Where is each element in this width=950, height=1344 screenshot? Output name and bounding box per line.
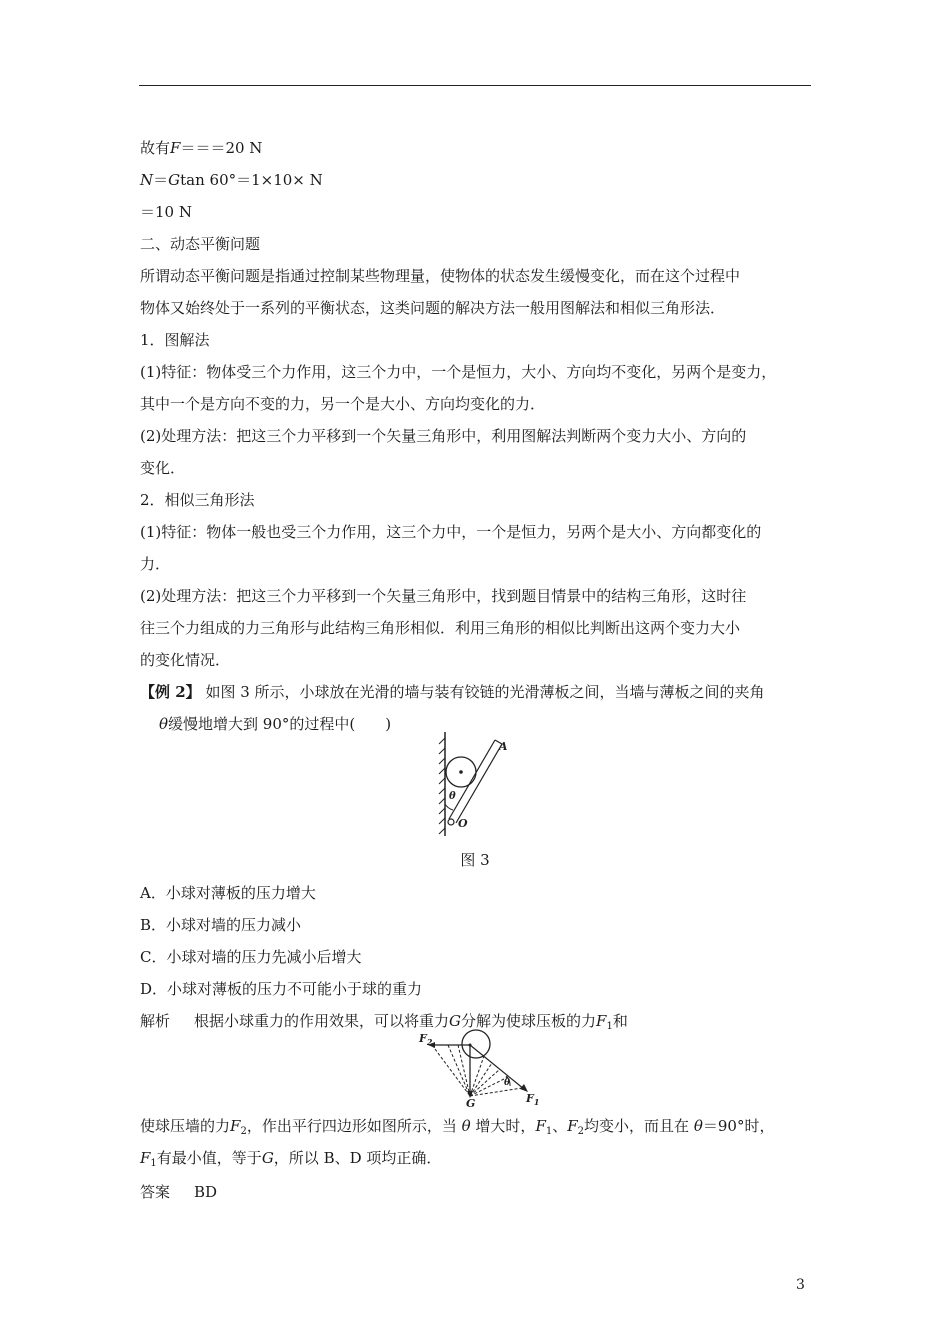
- figure-label-theta: θ: [449, 791, 456, 802]
- paragraph-line: (2)处理方法：把这三个力平移到一个矢量三角形中，利用图解法判断两个变力大小、方向的: [140, 427, 747, 445]
- diagram-label-f1: F: [526, 1092, 534, 1105]
- page-number: 3: [796, 1277, 805, 1293]
- figure-label-a: A: [499, 740, 508, 753]
- paragraph-line: 往三个力组成的力三角形与此结构三角形相似．利用三角形的相似比判断出这两个变力大小: [140, 619, 741, 637]
- analysis-line-1: 解析 根据小球重力的作用效果，可以将重力G分解为使球压板的力$F_1$和: [140, 1012, 628, 1032]
- figure-label-o: O: [458, 817, 468, 830]
- paragraph-line: 其中一个是方向不变的力，另一个是大小、方向均变化的力．: [140, 395, 546, 413]
- paragraph-line: 变化．: [140, 459, 186, 477]
- answer-line: [140, 1182, 217, 1202]
- diagram-label-theta: θ: [504, 1078, 511, 1088]
- section-heading: 二、动态平衡问题: [140, 235, 261, 253]
- example-tag: 【例 2】: [140, 683, 201, 701]
- force-decomposition-diagram: [410, 1028, 550, 1108]
- svg-text:F2: [418, 1032, 433, 1047]
- equation-line-2: N＝Gtan 60°＝1×10× N: [140, 171, 323, 189]
- figure-3-ball-wall-board: [425, 728, 525, 840]
- paragraph-line: 的变化情况．: [140, 651, 231, 669]
- diagram-label-f1-sub: 1: [533, 1097, 540, 1107]
- option-d: D．小球对薄板的压力不可能小于球的重力: [140, 980, 423, 998]
- paragraph-line: 物体又始终处于一系列的平衡状态，这类问题的解决方法一般用图解法和相似三角形法．: [140, 299, 726, 317]
- subsection-heading: 2．相似三角形法: [140, 491, 255, 509]
- answer-label: 答案: [140, 1183, 171, 1201]
- answer-value: BD: [194, 1183, 218, 1201]
- paragraph-line: 力．: [140, 555, 171, 573]
- option-b: B．小球对墙的压力减小: [140, 916, 302, 934]
- analysis-line-3: $F_1$有最小值，等于G，所以 B、D 项均正确．: [140, 1149, 442, 1169]
- diagram-label-f2: F: [419, 1032, 427, 1045]
- example-question-line-1: 【例 2】 如图 3 所示，小球放在光滑的墙与装有铰链的光滑薄板之间，当墙与薄板之间的夹角: [140, 683, 765, 701]
- option-c: C．小球对墙的压力先减小后增大: [140, 948, 362, 966]
- paragraph-line: (2)处理方法：把这三个力平移到一个矢量三角形中，找到题目情景中的结构三角形，这时往: [140, 587, 747, 605]
- paragraph-line: (1)特征：物体一般也受三个力作用，这三个力中，一个是恒力，另两个是大小、方向都变化的: [140, 523, 762, 541]
- figure-caption: 图 3: [460, 851, 490, 869]
- analysis-label: 解析: [140, 1012, 171, 1030]
- analysis-line-2: 使球压墙的力$F_2$，作出平行四边形如图所示，当 θ 增大时，$F_1$、$F_2$均变小，而且在 θ＝90°时，: [140, 1117, 775, 1137]
- paragraph-line: 所谓动态平衡问题是指通过控制某些物理量，使物体的状态发生缓慢变化，而在这个过程中: [140, 267, 741, 285]
- option-a: A．小球对薄板的压力增大: [140, 884, 316, 902]
- paragraph-line: (1)特征：物体受三个力作用，这三个力中，一个是恒力，大小、方向均不变化，另两个是变力，: [140, 363, 777, 381]
- equation-line-1: 故有F＝＝＝20 N: [140, 139, 263, 157]
- header-rule: [139, 85, 811, 86]
- subsection-heading: 1．图解法: [140, 331, 210, 349]
- equation-line-3: ＝10 N: [140, 203, 192, 221]
- diagram-label-g: G: [466, 1097, 476, 1108]
- svg-text:F1: [525, 1092, 539, 1107]
- diagram-label-f2-sub: 2: [426, 1037, 433, 1047]
- example-question-line-2: θ缓慢地增大到 90°的过程中( ): [159, 715, 392, 733]
